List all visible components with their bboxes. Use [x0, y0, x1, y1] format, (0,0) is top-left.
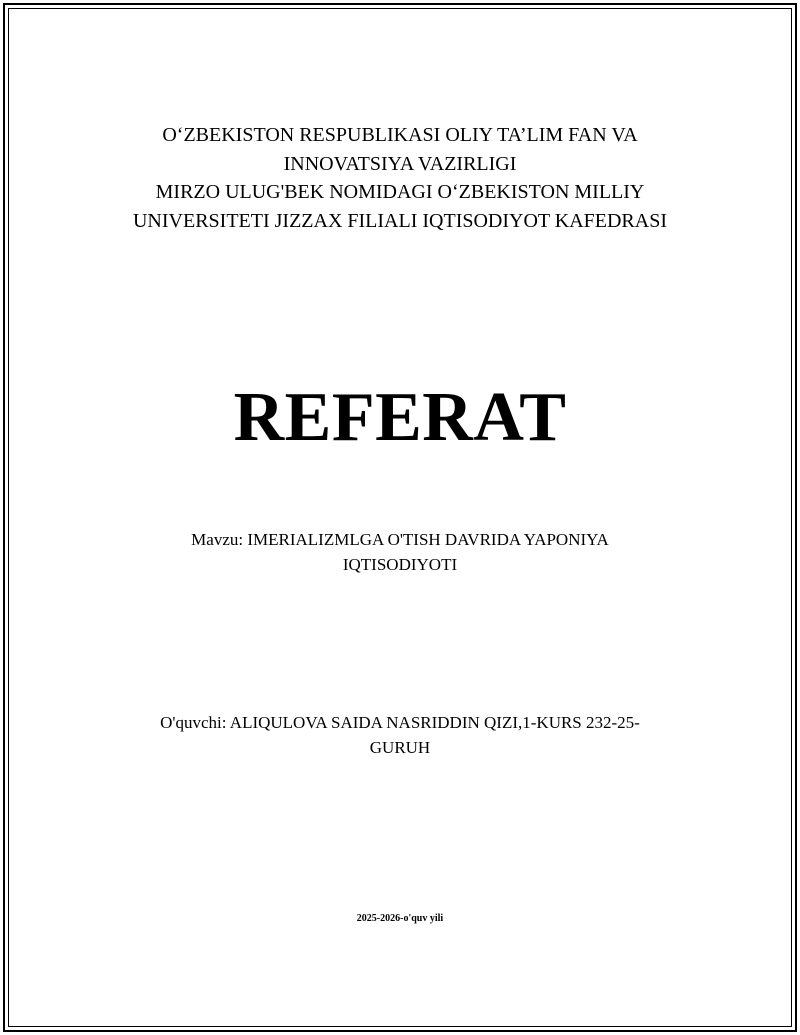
student-line: GURUH	[369, 738, 431, 757]
topic-line: IQTISODIYOTI	[342, 555, 458, 574]
header-line: INNOVATSIYA VAZIRLIGI	[283, 152, 517, 175]
header-line: MIRZO ULUG'BEK NOMIDAGI O‘ZBEKISTON MILLIY	[155, 181, 645, 203]
topic	[0, 527, 800, 577]
institution-header	[0, 121, 800, 235]
student-line: O'quvchi: ALIQULOVA SAIDA NASRIDDIN QIZI,1-KURS 232-25-	[160, 713, 640, 732]
student-info	[0, 710, 800, 760]
header-line: UNIVERSITETI JIZZAX FILIALI IQTISODIYOT KAFEDRASI	[132, 209, 667, 232]
header-line: O‘ZBEKISTON RESPUBLIKASI OLIY TA’LIM FAN VA	[162, 124, 638, 146]
academic-year: 2025-2026-o'quv yili	[356, 913, 444, 924]
document-title: REFERAT	[233, 379, 567, 456]
topic-line: Mavzu: IMERIALIZMLGA O'TISH DAVRIDA YAPONIYA	[191, 530, 609, 549]
